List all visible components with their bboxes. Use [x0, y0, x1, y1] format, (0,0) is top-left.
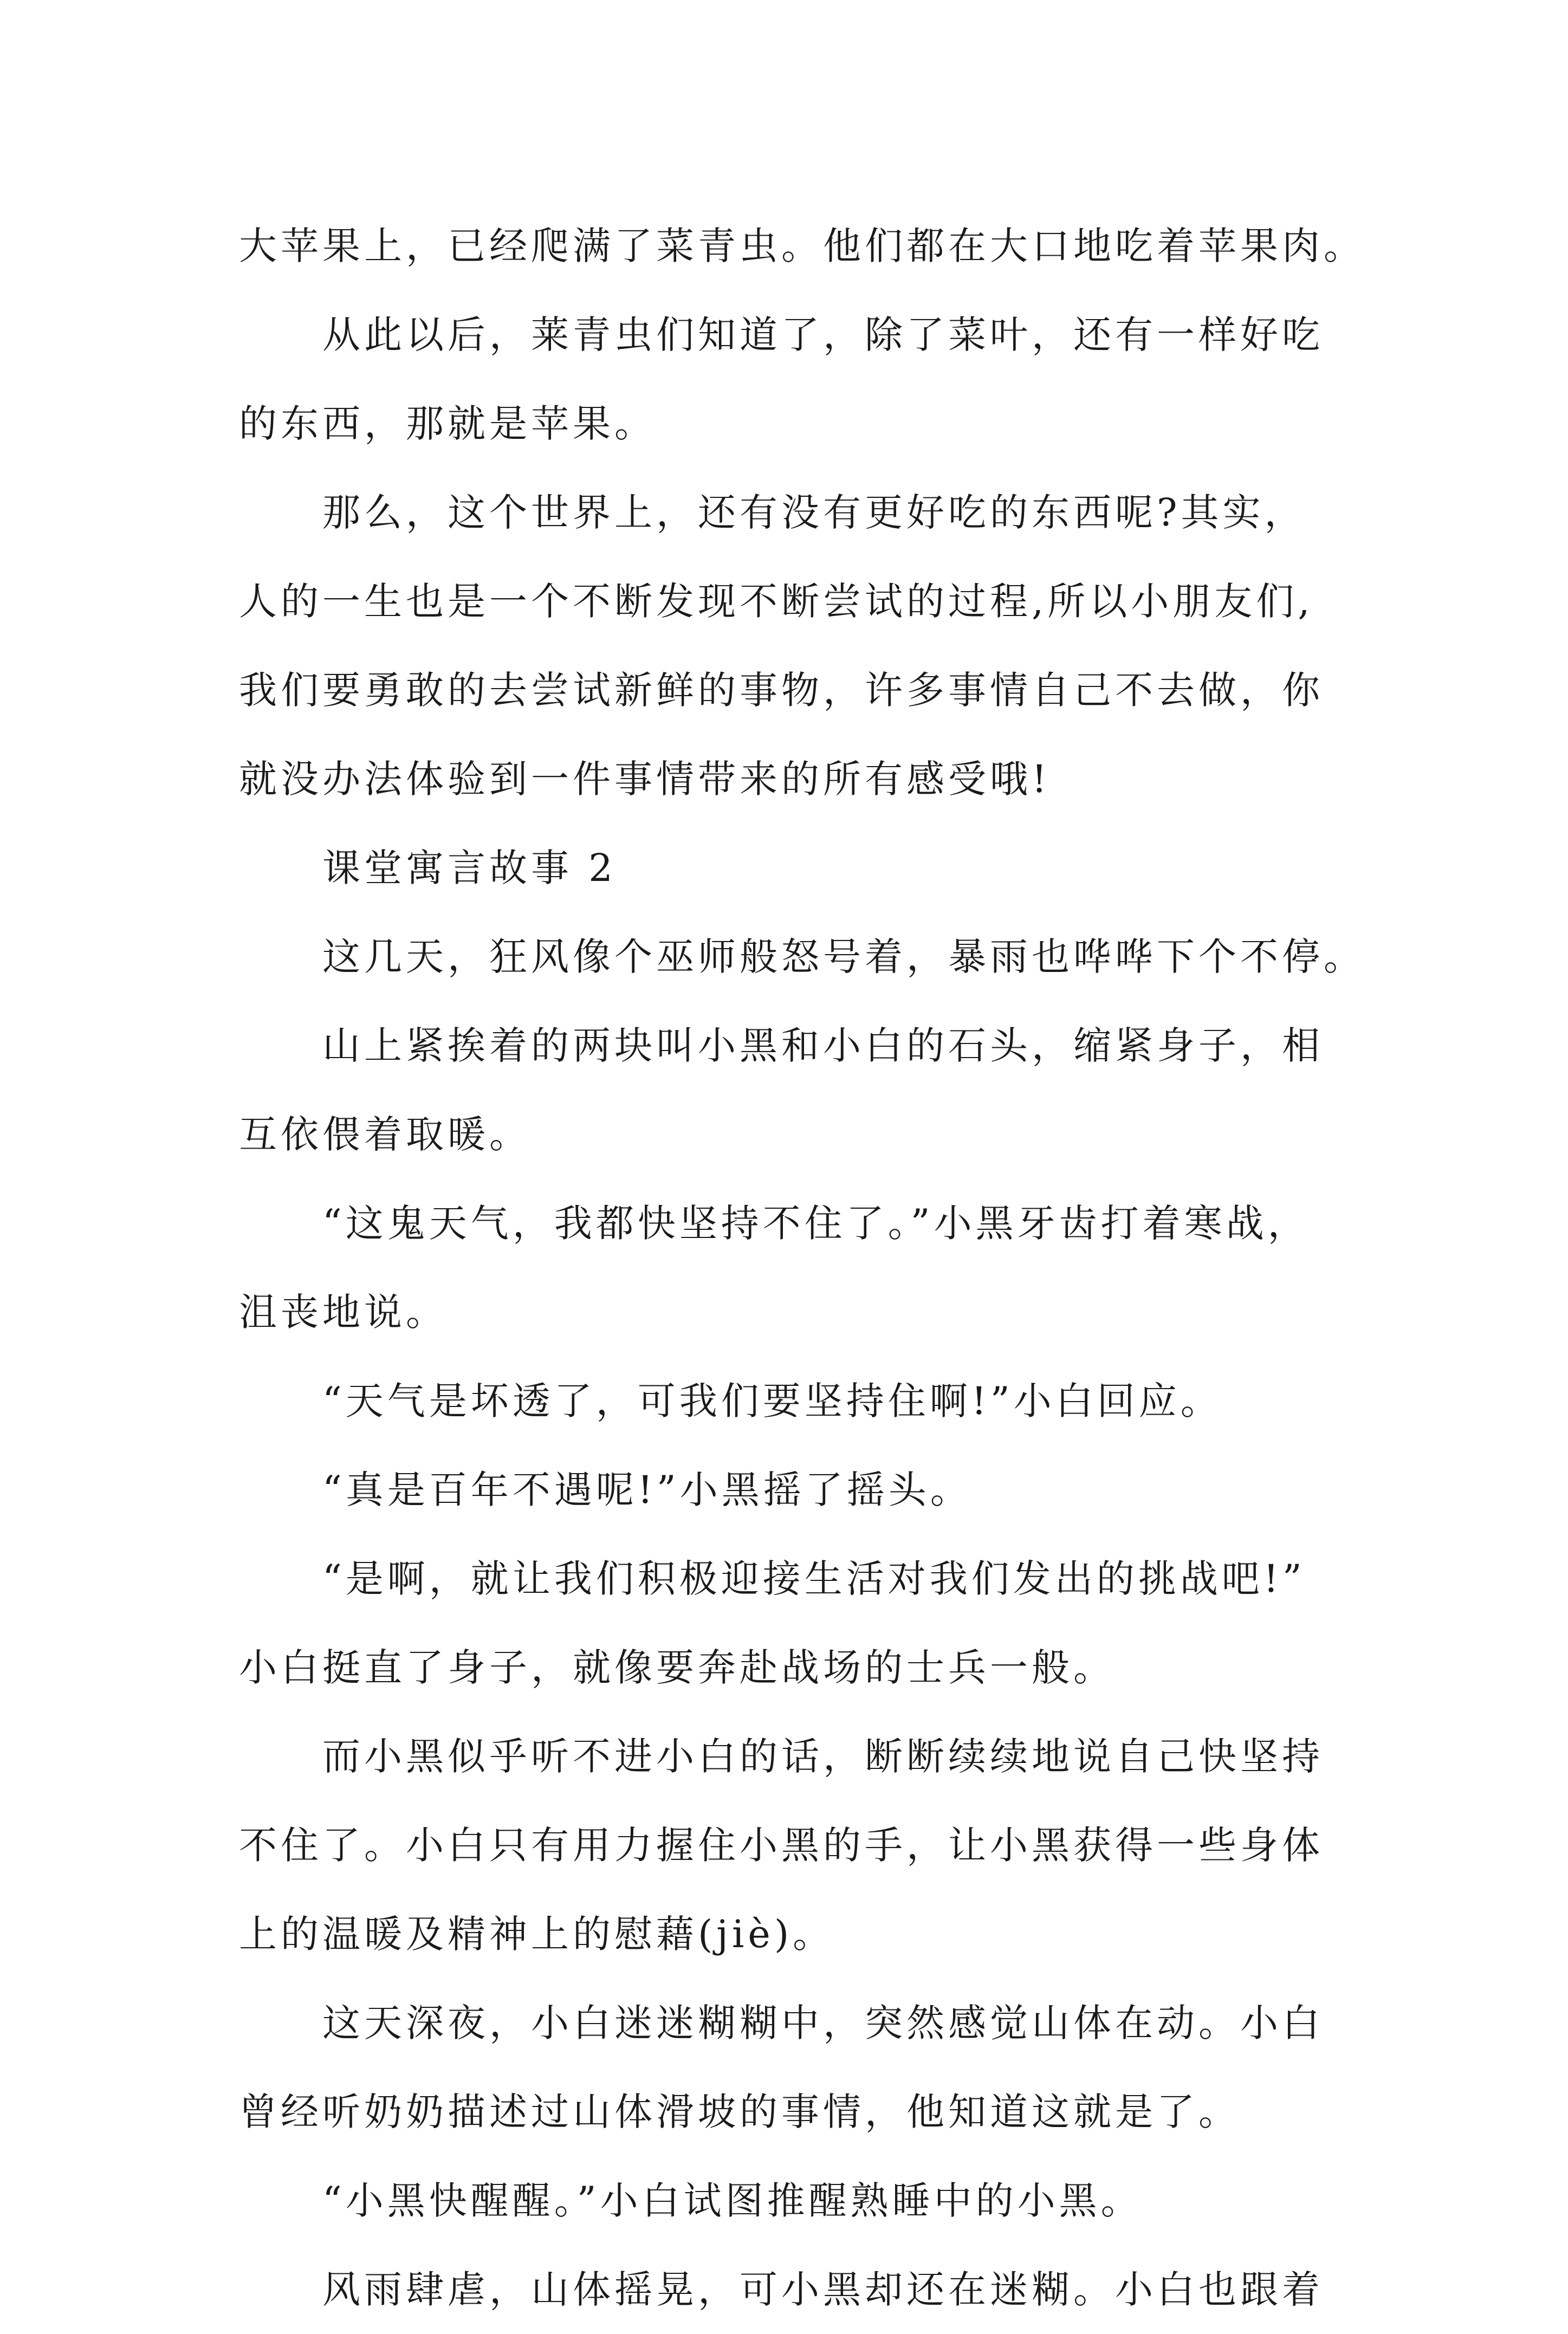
text-line: “天气是坏透了，可我们要坚持住啊!”小白回应。	[322, 1379, 1222, 1423]
text-line: 风雨肆虐，山体摇晃，可小黑却还在迷糊。小白也跟着	[322, 2267, 1324, 2312]
text-line: 我们要勇敢的去尝试新鲜的事物，许多事情自己不去做，你	[239, 668, 1324, 712]
text-line: 的东西，那就是苹果。	[239, 401, 656, 446]
text-line: 这天深夜，小白迷迷糊糊中，突然感觉山体在动。小白	[322, 2001, 1324, 2045]
text-line: 那么，这个世界上，还有没有更好吃的东西呢?其实，	[322, 490, 1306, 535]
text-line: “小黑快醒醒。”小白试图推醒熟睡中的小黑。	[322, 2179, 1143, 2223]
text-line: 上的温暖及精神上的慰藉(jiè)。	[239, 1912, 835, 1956]
text-line: 这几天，狂风像个巫师般怒号着，暴雨也哗哗下个不停。	[322, 935, 1365, 979]
text-line: 从此以后，莱青虫们知道了，除了菜叶，还有一样好吃	[322, 313, 1324, 357]
text-line: 小白挺直了身子，就像要奔赴战场的士兵一般。	[239, 1645, 1115, 1690]
text-line: “是啊，就让我们积极迎接生活对我们发出的挑战吧!”	[322, 1557, 1306, 1601]
text-line: 山上紧挨着的两块叫小黑和小白的石头，缩紧身子，相	[322, 1023, 1324, 1068]
text-line: 沮丧地说。	[239, 1290, 448, 1334]
text-line: 而小黑似乎听不进小白的话，断断续续地说自己快坚持	[322, 1734, 1324, 1779]
text-line: “这鬼天气，我都快坚持不住了。”小黑牙齿打着寒战，	[322, 1201, 1310, 1246]
document-body	[239, 202, 1365, 2334]
text-line: 就没办法体验到一件事情带来的所有感受哦!	[239, 757, 1051, 801]
text-line: “真是百年不遇呢!”小黑摇了摇头。	[322, 1468, 972, 1512]
text-line: 人的一生也是一个不断发现不断尝试的过程,所以小朋友们,	[239, 579, 1314, 624]
text-line: 曾经听奶奶描述过山体滑坡的事情，他知道这就是了。	[239, 2090, 1240, 2134]
text-line: 不住了。小白只有用力握住小黑的手，让小黑获得一些身体	[239, 1823, 1324, 1868]
text-line: 互依偎着取暖。	[239, 1112, 531, 1157]
section-heading: 课堂寓言故事 2	[322, 846, 617, 890]
text-line: 大苹果上，已经爬满了菜青虫。他们都在大口地吃着苹果肉。	[239, 224, 1365, 268]
